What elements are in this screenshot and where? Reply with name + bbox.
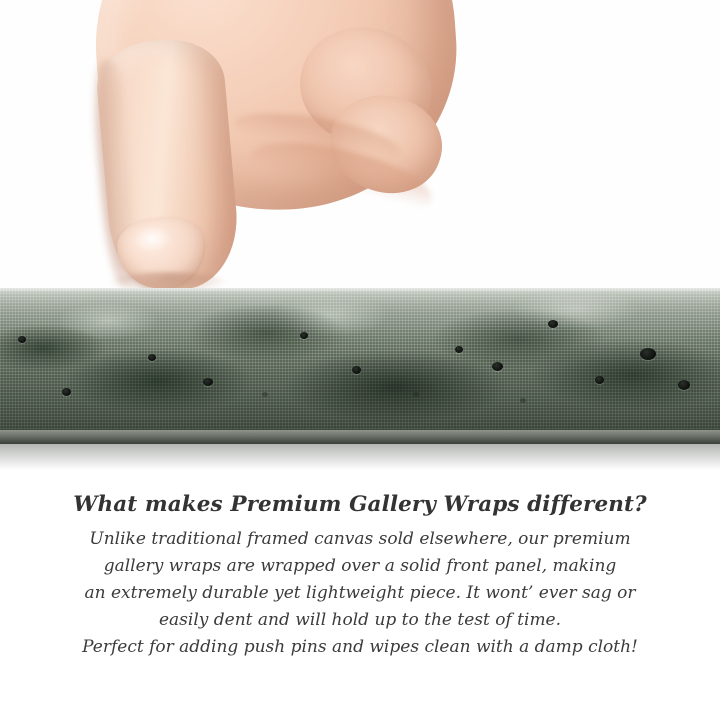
caption-line: an extremely durable yet lightweight piece. It wont’ ever sag or [84,583,636,603]
paint-speck [455,346,463,353]
paint-speck [203,378,213,386]
paint-speck [413,392,419,397]
canvas-weave-texture [0,288,720,438]
paint-speck [148,354,156,361]
caption-body [0,526,720,661]
canvas-drop-shadow [0,444,720,470]
paint-speck [62,388,71,396]
caption-block [0,492,720,661]
paint-speck [352,366,361,374]
caption-title: What makes Premium Gallery Wraps different? [73,492,647,517]
paint-speck [492,362,503,371]
paint-speck [300,332,308,339]
paint-speck [18,336,26,343]
paint-speck [678,380,690,390]
paint-speck [548,320,558,328]
paint-speck [262,392,268,397]
caption-line: Unlike traditional framed canvas sold elsewhere, our premium [89,529,631,549]
caption-line: easily dent and will hold up to the test of time. [158,610,562,630]
paint-speck [595,376,604,384]
canvas-edge-strip [0,288,720,438]
caption-line: Perfect for adding push pins and wipes clean with a damp cloth! [82,637,638,657]
paint-speck [640,348,656,360]
caption-line: gallery wraps are wrapped over a solid front panel, making [103,556,617,576]
hand-region [0,0,720,292]
canvas-bottom-edge [0,430,720,444]
paint-speck [520,398,526,403]
canvas-top-highlight [0,288,720,293]
